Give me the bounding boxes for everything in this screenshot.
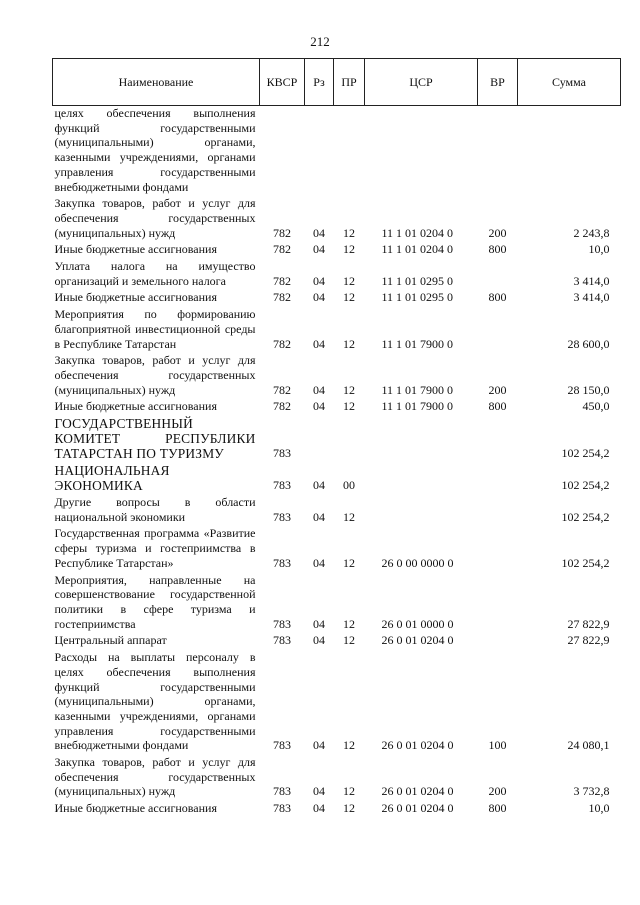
header-sum: Сумма <box>518 59 621 106</box>
cell-sum: 3 414,0 <box>573 290 610 305</box>
cell-csr: 11 1 01 0295 0 <box>381 273 454 288</box>
cell-rz: 04 <box>313 738 325 753</box>
cell-sum: 2 243,8 <box>573 225 610 240</box>
cell-sum: 450,0 <box>582 399 610 414</box>
cell-vr: 800 <box>488 242 507 257</box>
cell-rz: 04 <box>313 336 325 351</box>
cell-vr <box>478 493 518 524</box>
cell-sum: 3 414,0 <box>573 273 610 288</box>
cell-pr: 12 <box>343 555 355 570</box>
page-number: 212 <box>310 34 330 49</box>
cell-rz <box>305 414 334 461</box>
cell-name: целях обеспечения выполнения функций государственными (муниципальными) органами, казенными учреждениями, органами управления государственными внебюджетными фондами <box>54 106 256 194</box>
cell-pr: 12 <box>343 633 355 648</box>
cell-sum: 102 254,2 <box>561 555 610 570</box>
cell-vr <box>478 305 518 351</box>
cell-csr: 26 0 01 0000 0 <box>381 616 454 631</box>
cell-name: Закупка товаров, работ и услуг для обеспечения государственных (муниципальных) нужд <box>54 755 256 799</box>
cell-kvsr: 783 <box>273 738 291 753</box>
table-row <box>53 631 621 648</box>
cell-kvsr: 782 <box>273 290 291 305</box>
table-row <box>53 493 621 524</box>
cell-rz: 04 <box>313 290 325 305</box>
cell-name: ГОСУДАРСТВЕННЫЙ КОМИТЕТ РЕСПУБЛИКИ ТАТАРСТАН ПО ТУРИЗМУ <box>54 416 256 462</box>
cell-name: Другие вопросы в области национальной экономики <box>54 495 256 524</box>
cell-name: НАЦИОНАЛЬНАЯ ЭКОНОМИКА <box>54 463 170 494</box>
cell-name: Иные бюджетные ассигнования <box>54 399 217 414</box>
cell-vr: 800 <box>488 290 507 305</box>
cell-csr: 26 0 01 0204 0 <box>381 801 454 816</box>
cell-csr <box>365 461 478 493</box>
cell-kvsr: 782 <box>273 399 291 414</box>
cell-kvsr: 783 <box>273 801 291 816</box>
cell-pr: 12 <box>343 290 355 305</box>
cell-kvsr: 783 <box>273 478 291 493</box>
cell-vr <box>478 106 518 195</box>
cell-pr: 12 <box>343 242 355 257</box>
cell-vr: 800 <box>488 399 507 414</box>
table-row <box>53 288 621 305</box>
cell-vr: 100 <box>488 738 507 753</box>
cell-kvsr: 782 <box>273 336 291 351</box>
cell-rz: 04 <box>313 382 325 397</box>
cell-csr <box>365 493 478 524</box>
table-row <box>53 106 621 195</box>
cell-name: Иные бюджетные ассигнования <box>54 242 217 257</box>
cell-rz: 04 <box>313 225 325 240</box>
table-row <box>53 461 621 493</box>
table-row <box>53 194 621 240</box>
cell-vr <box>478 461 518 493</box>
table-row <box>53 240 621 257</box>
cell-rz: 04 <box>313 242 325 257</box>
cell-csr: 11 1 01 0295 0 <box>381 290 454 305</box>
cell-name: Государственная программа «Развитие сферы туризма и гостеприимства в Республике Татарстан» <box>54 526 256 570</box>
cell-sum: 102 254,2 <box>561 446 610 461</box>
cell-sum: 10,0 <box>588 242 610 257</box>
cell-sum <box>518 106 621 195</box>
cell-csr: 11 1 01 7900 0 <box>381 336 454 351</box>
cell-csr: 26 0 01 0204 0 <box>381 784 454 799</box>
cell-kvsr: 783 <box>273 555 291 570</box>
cell-kvsr: 782 <box>273 225 291 240</box>
cell-sum: 27 822,9 <box>567 633 610 648</box>
cell-name: Мероприятия, направленные на совершенствование государственной политики в сфере туризма и гостеприимства <box>54 572 256 631</box>
cell-vr: 200 <box>488 225 507 240</box>
cell-pr: 12 <box>343 225 355 240</box>
header-pr: ПР <box>334 59 365 106</box>
table-row <box>53 257 621 288</box>
cell-pr: 12 <box>343 616 355 631</box>
cell-pr: 00 <box>343 478 355 493</box>
table-row <box>53 753 621 799</box>
header-vr: ВР <box>478 59 518 106</box>
table-row <box>53 414 621 461</box>
cell-name: Мероприятия по формированию благоприятной инвестиционной среды в Республике Татарстан <box>54 307 256 351</box>
cell-pr: 12 <box>343 801 355 816</box>
cell-csr: 11 1 01 0204 0 <box>381 242 454 257</box>
header-kvsr: КВСР <box>260 59 305 106</box>
cell-kvsr: 783 <box>273 633 291 648</box>
cell-kvsr: 782 <box>273 242 291 257</box>
table-row <box>53 799 621 816</box>
table-row <box>53 351 621 397</box>
cell-name: Иные бюджетные ассигнования <box>54 290 217 305</box>
cell-sum: 102 254,2 <box>561 509 610 524</box>
cell-csr: 26 0 01 0204 0 <box>381 633 454 648</box>
budget-table <box>52 58 621 816</box>
cell-csr: 26 0 00 0000 0 <box>381 555 454 570</box>
cell-rz: 04 <box>313 478 325 493</box>
cell-pr: 12 <box>343 336 355 351</box>
cell-kvsr: 782 <box>273 382 291 397</box>
cell-pr: 12 <box>343 509 355 524</box>
cell-csr: 26 0 01 0204 0 <box>381 738 454 753</box>
header-csr: ЦСР <box>365 59 478 106</box>
cell-name: Закупка товаров, работ и услуг для обеспечения государственных (муниципальных) нужд <box>54 353 256 397</box>
cell-pr: 12 <box>343 382 355 397</box>
cell-rz <box>305 106 334 195</box>
cell-rz: 04 <box>313 555 325 570</box>
cell-sum: 24 080,1 <box>567 738 610 753</box>
cell-vr <box>478 571 518 632</box>
cell-pr: 12 <box>343 738 355 753</box>
cell-pr: 12 <box>343 784 355 799</box>
table-row <box>53 524 621 570</box>
table-row <box>53 571 621 632</box>
cell-kvsr: 783 <box>273 446 291 461</box>
cell-rz: 04 <box>313 801 325 816</box>
cell-vr <box>478 414 518 461</box>
cell-name: Расходы на выплаты персоналу в целях обеспечения выполнения функций государственными (муниципальными) органами, казенными учреждениями, органами управления государственными внебюджетными фондами <box>54 650 256 753</box>
cell-pr <box>334 414 365 461</box>
cell-rz: 04 <box>313 399 325 414</box>
cell-kvsr: 783 <box>273 784 291 799</box>
cell-rz: 04 <box>313 633 325 648</box>
cell-sum: 28 600,0 <box>567 336 610 351</box>
cell-rz: 04 <box>313 509 325 524</box>
cell-kvsr: 783 <box>273 616 291 631</box>
cell-csr <box>365 414 478 461</box>
header-rz: Рз <box>305 59 334 106</box>
cell-vr <box>478 631 518 648</box>
cell-pr <box>334 106 365 195</box>
cell-pr: 12 <box>343 273 355 288</box>
cell-rz: 04 <box>313 784 325 799</box>
cell-sum: 3 732,8 <box>573 784 610 799</box>
cell-vr <box>478 257 518 288</box>
cell-sum: 102 254,2 <box>561 478 610 493</box>
table-body <box>53 106 621 816</box>
header-name: Наименование <box>53 59 260 106</box>
cell-csr: 11 1 01 7900 0 <box>381 399 454 414</box>
table-header <box>53 59 621 106</box>
cell-sum: 10,0 <box>588 801 610 816</box>
header-row <box>53 59 621 106</box>
cell-name: Иные бюджетные ассигнования <box>54 801 217 816</box>
cell-rz: 04 <box>313 616 325 631</box>
cell-csr: 11 1 01 0204 0 <box>381 225 454 240</box>
cell-name: Центральный аппарат <box>54 633 167 648</box>
table-row <box>53 397 621 414</box>
cell-vr: 200 <box>488 784 507 799</box>
cell-vr: 800 <box>488 801 507 816</box>
cell-rz: 04 <box>313 273 325 288</box>
cell-kvsr: 783 <box>273 509 291 524</box>
cell-sum: 28 150,0 <box>567 382 610 397</box>
cell-csr: 11 1 01 7900 0 <box>381 382 454 397</box>
cell-kvsr <box>260 106 305 195</box>
cell-name: Уплата налога на имущество организаций и земельного налога <box>54 259 256 288</box>
cell-pr: 12 <box>343 399 355 414</box>
cell-name: Закупка товаров, работ и услуг для обеспечения государственных (муниципальных) нужд <box>54 196 256 240</box>
cell-vr: 200 <box>488 382 507 397</box>
cell-sum: 27 822,9 <box>567 616 610 631</box>
table-row <box>53 648 621 753</box>
cell-csr <box>365 106 478 195</box>
cell-kvsr: 782 <box>273 273 291 288</box>
cell-vr <box>478 524 518 570</box>
table-row <box>53 305 621 351</box>
